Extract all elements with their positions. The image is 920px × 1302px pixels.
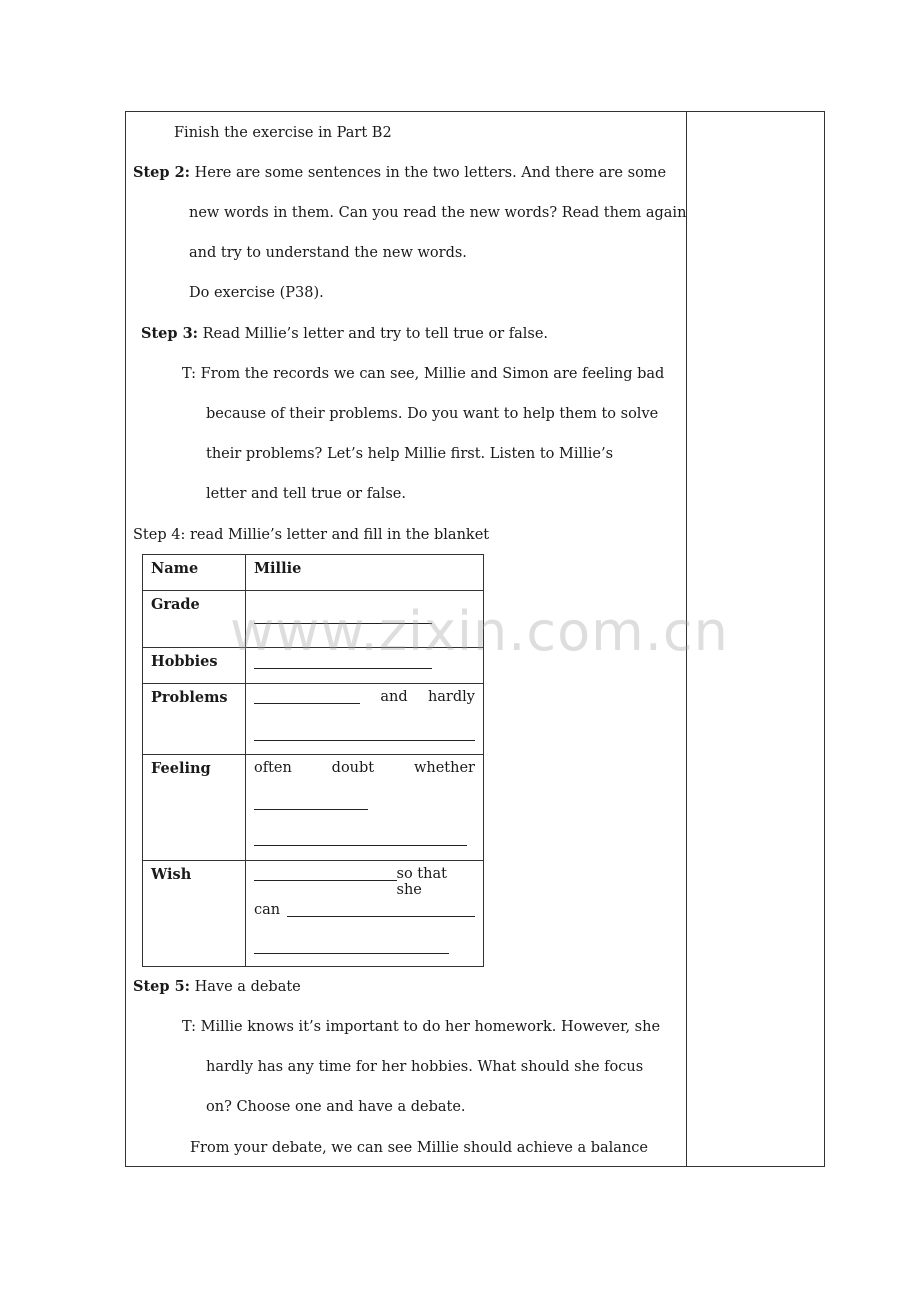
step3-text: Read Millie’s letter and try to tell true or false. (202, 326, 549, 342)
table-row (143, 555, 484, 591)
line-balance: From your debate, we can see Millie should achieve a balance (190, 1140, 648, 1156)
wish-value (246, 861, 484, 967)
line-records: T: From the records we can see, Millie and Simon are feeling bad (182, 366, 665, 382)
problems-blank-1[interactable] (254, 689, 360, 704)
problems-label: Problems (143, 684, 246, 755)
step5-label: Step 5: (133, 978, 191, 995)
hobbies-value (246, 648, 484, 684)
hobbies-blank[interactable] (254, 654, 432, 669)
column-divider (686, 111, 687, 1167)
step5-text: Have a debate (194, 979, 301, 995)
line-choose: on? Choose one and have a debate. (206, 1099, 466, 1115)
wish-label: Wish (143, 861, 246, 967)
step2-label: Step 2: (133, 164, 191, 181)
line-step5 (133, 978, 301, 996)
grade-label: Grade (143, 591, 246, 648)
problems-blank-2[interactable] (254, 726, 475, 741)
line-finish-exercise: Finish the exercise in Part B2 (174, 125, 392, 141)
table-row (143, 861, 484, 967)
line-new-words: new words in them. Can you read the new words? Read them again (189, 205, 687, 221)
feeling-whether: whether (413, 760, 475, 776)
line-hobbies: hardly has any time for her hobbies. What should she focus (206, 1059, 644, 1075)
line-do-exercise: Do exercise (P38). (189, 285, 324, 301)
name-label: Name (143, 555, 246, 591)
table-row (143, 684, 484, 755)
line-true-false: letter and tell true or false. (206, 486, 406, 502)
feeling-value (246, 755, 484, 861)
line-understand: and try to understand the new words. (189, 245, 467, 261)
hobbies-label: Hobbies (143, 648, 246, 684)
step3-label: Step 3: (141, 325, 199, 342)
problems-hardly: hardly (427, 689, 475, 705)
name-value: Millie (246, 555, 484, 591)
wish-so-that: so that she (396, 866, 447, 898)
watermark-text: www.zixin.com.cn (230, 600, 729, 663)
line-problems: because of their problems. Do you want to help them to solve (206, 406, 659, 422)
line-step4: Step 4: read Millie’s letter and fill in the blanket (133, 527, 490, 543)
line-help-millie: their problems? Let’s help Millie first. Listen to Millie’s (206, 446, 614, 462)
line-step3 (141, 325, 548, 343)
wish-can: can (254, 902, 281, 918)
wish-blank-1[interactable] (254, 866, 397, 881)
wish-blank-3[interactable] (254, 939, 449, 954)
problems-value (246, 684, 484, 755)
table-row (143, 755, 484, 861)
table-row (143, 648, 484, 684)
feeling-doubt: doubt (331, 760, 375, 776)
table-row (143, 591, 484, 648)
grade-blank[interactable] (254, 609, 432, 624)
problems-and: and (380, 689, 408, 705)
feeling-blank-2[interactable] (254, 831, 467, 846)
millie-info-table (142, 554, 484, 967)
feeling-blank-1[interactable] (254, 795, 368, 810)
step2-text: Here are some sentences in the two letters. And there are some (194, 165, 667, 181)
feeling-often: often (254, 760, 292, 776)
line-homework: T: Millie knows it’s important to do her homework. However, she (182, 1019, 661, 1035)
line-step2 (133, 164, 678, 182)
wish-blank-2[interactable] (287, 902, 475, 917)
feeling-label: Feeling (143, 755, 246, 861)
grade-value (246, 591, 484, 648)
